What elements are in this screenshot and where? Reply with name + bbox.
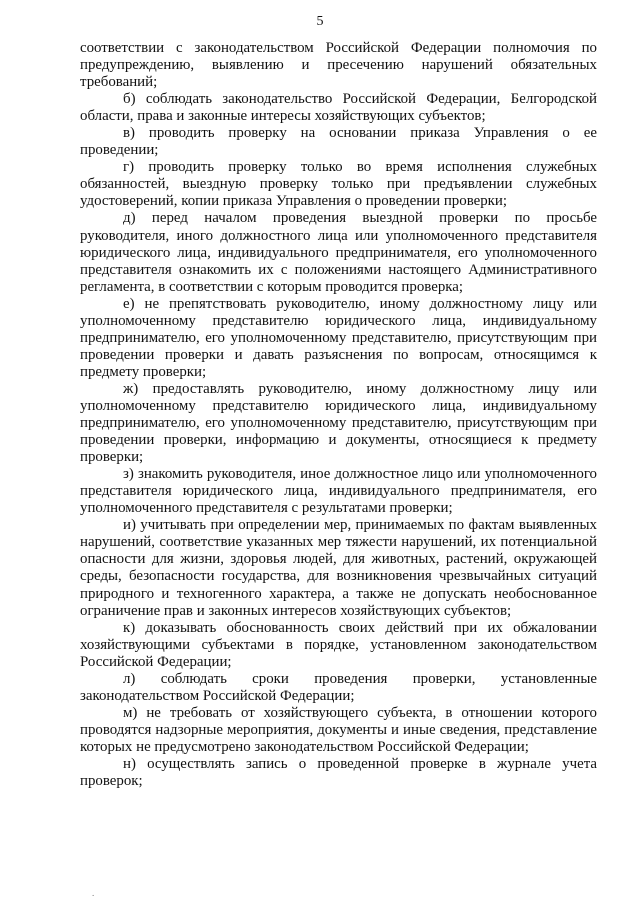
paragraph-item-g: г) проводить проверку только во время исполнения служебных обязанностей, выездную проверку только при предъявлении служебных удостоверений, копии приказа Управления о проведении проверки;: [80, 159, 597, 210]
paragraph-item-m: м) не требовать от хозяйствующего субъекта, в отношении которого проводятся надзорные мероприятия, документы и иные сведения, представление которых не предусмотрено законодательством Российской Федерации;: [80, 704, 597, 755]
paragraph-item-i: и) учитывать при определении мер, принимаемых по фактам выявленных нарушений, соответствие указанных мер тяжести нарушений, их потенциальной опасности для жизни, здоровья людей, для животных, растений, окружающей среды, безопасности государства, для возникновения чрезвычайных ситуаций природного и техногенного характера, а также не допускать необоснованное ограничение прав и законных интересов хозяйствующих субъектов;: [80, 517, 597, 619]
paragraph-item-v: в) проводить проверку на основании приказа Управления о ее проведении;: [80, 125, 597, 159]
paragraph-item-z: з) знакомить руководителя, иное должностное лицо или уполномоченного представителя юридического лица, индивидуального предпринимателя, его уполномоченного представителя с результатами проверки;: [80, 466, 597, 517]
paragraph-item-b: б) соблюдать законодательство Российской Федерации, Белгородской области, права и законные интересы хозяйствующих субъектов;: [80, 91, 597, 125]
paragraph-item-l: л) соблюдать сроки проведения проверки, установленные законодательством Российской Федерации;: [80, 670, 597, 704]
document-body: [80, 40, 597, 790]
paragraph-item-e: е) не препятствовать руководителю, иному должностному лицу или уполномоченному представителю юридического лица, индивидуальному предпринимателю, его уполномоченному представителю, присутствующим при проведении проверки и давать разъяснения по вопросам, относящимся к предмету проверки;: [80, 295, 597, 380]
paragraph-item-zh: ж) предоставлять руководителю, иному должностному лицу или уполномоченному представителю юридического лица, индивидуальному предпринимателю, его уполномоченному представителю, присутствующим при проведении проверки, информацию и документы, относящиеся к предмету проверки;: [80, 380, 597, 466]
paragraph-item-n: н) осуществлять запись о проведенной проверке в журнале учета проверок;: [80, 755, 597, 790]
page-number: 5: [316, 14, 324, 29]
paragraph-item-k: к) доказывать обоснованность своих действий при их обжаловании хозяйствующими субъектами в порядке, установленном законодательством Российской Федерации;: [80, 619, 597, 670]
scan-mark: .: [92, 888, 95, 898]
paragraph-continuation: соответствии с законодательством Российской Федерации полномочия по предупреждению, выявлению и пресечению нарушений обязательных требований;: [80, 40, 597, 91]
paragraph-item-d: д) перед началом проведения выездной проверки по просьбе руководителя, иного должностного лица или уполномоченного представителя юридического лица, индивидуального предпринимателя, его уполномоченного представителя ознакомить их с положениями настоящего Административного регламента, в соответствии с которым проводится проверка;: [80, 210, 597, 295]
